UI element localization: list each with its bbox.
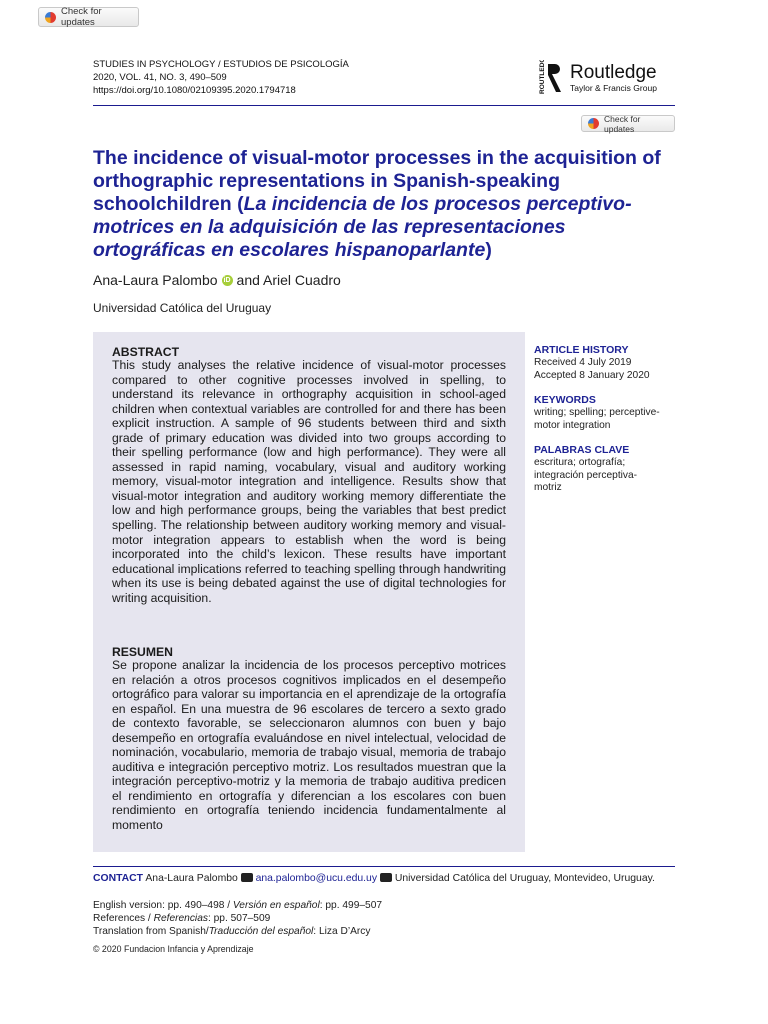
accepted-date: Accepted 8 January 2020 [534,369,650,381]
title-main: The incidence of visual-motor processes in the acquisition of orthographic representations in Spanish-speaking schoolchildren ( [93,147,661,215]
footer-rule [93,866,675,867]
article-history [534,344,684,382]
footnote-fragment: Translation from Spanish/ [93,925,209,937]
article-history-heading: ARTICLE HISTORY [534,344,629,356]
keywords-heading: KEYWORDS [534,394,596,406]
crossmark-icon [588,118,599,129]
journal-doi[interactable]: https://doi.org/10.1080/02109395.2020.1794718 [93,85,296,96]
contact-address: Universidad Católica del Uruguay, Montevideo, Uruguay. [394,873,655,884]
journal-volume: 2020, VOL. 41, NO. 3, 490–509 [93,72,227,83]
footnotes [93,900,382,939]
keywords [534,394,679,432]
routledge-mark-icon [538,60,564,96]
author-rest: and Ariel Cuadro [236,272,341,288]
copyright: © 2020 Fundacion Infancia y Aprendizaje [93,944,254,954]
affiliation: Universidad Católica del Uruguay [93,301,272,315]
english-version-note [93,900,382,913]
keywords-text: writing; spelling; perceptive-motor integration [534,407,660,431]
contact-name: Ana-Laura Palombo [145,873,238,884]
crossmark-icon [45,12,56,23]
received-date: Received 4 July 2019 [534,357,632,368]
journal-header [93,58,349,97]
abstract-heading: ABSTRACT [112,345,180,359]
title-italic: La incidencia de los procesos perceptivo-motrices en la adquisición de las representaciones ortográficas en escolares hispanoparlante [93,193,632,261]
palabras-clave [534,444,664,495]
abstract-text: This study analyses the relative incidence of visual-motor processes compared to other cognitive processes involved in spelling, to understand its relevance in orthography acquisition in school-aged children when contextual variables are controlled for and there has been explicit instruction. A sample of 96 students between third and sixth grade of primary education was divided into two groups according to their spelling performance (low and high performance). They were all assessed in rapid naming, vocabulary, visual and auditory working memory, visual-motor integration and intelligence. Results show that visual-motor integration and auditory working memory differentiate the low and high performance groups, being the variables that best predict spelling. The relationship between auditory working memory and visual-motor integration appears to establish when the word is being incorporated into the child’s lexicon. These results have important educational implications referred to teaching spelling through handwriting when its use is being debated against the use of digital technologies for writing acquisition. [112,358,506,605]
check-for-updates-button-right[interactable] [581,115,675,132]
footnote-fragment: : pp. 507–509 [207,912,271,924]
contact-block [93,872,675,885]
contact-label: CONTACT [93,873,144,884]
publisher-name: Routledge [570,62,657,83]
check-for-updates-label: Check for updates [604,113,641,134]
author-first: Ana-Laura Palombo [93,272,218,288]
routledge-mark-text: ROUTLEDGE [539,60,546,94]
address-icon [380,873,392,882]
footnote-fragment: References / [93,912,154,924]
email-icon [241,873,253,882]
publisher-sub: Taylor & Francis Group [570,83,657,93]
contact-email-link[interactable]: ana.palombo@ucu.edu.uy [255,873,378,884]
footnote-fragment: Traducción del español [208,925,314,937]
palabras-heading: PALABRAS CLAVE [534,444,630,456]
footnote-fragment: : pp. 499–507 [319,900,383,911]
article-title [93,147,683,262]
journal-name: STUDIES IN PSYCHOLOGY / ESTUDIOS DE PSICOLOGÍA [93,59,349,70]
orcid-icon[interactable]: iD [223,276,231,284]
footnote-fragment: : Liza D’Arcy [313,925,371,937]
abstract-box [93,332,525,852]
title-close: ) [485,239,492,261]
header-rule [93,105,675,106]
footnote-fragment: English version: pp. 490–498 / [93,900,233,911]
check-for-updates-label: Check for updates [61,6,102,28]
resumen-heading: RESUMEN [112,645,173,659]
resumen-text: Se propone analizar la incidencia de los procesos perceptivo motrices en relación a otros procesos cognitivos implicados en el desempeño ortográfico para valorar su importancia en el aprendizaje de la ortografía en español. En una muestra de 96 escolares de tercero a sexto grado de contexto favorable, se seleccionaron alumnos con buen y bajo desempeño en ortografía evaluándose en nivel intelectual, velocidad de nominación, vocabulario, memoria de trabajo visual, memoria de trabajo auditiva e integración perceptivo motriz. Los resultados muestran que la integración perceptivo-motriz y la memoria de trabajo auditiva predicen el rendimiento en ortografía y diferencian a los escolares con buen rendimiento en ortografía teniendo incidencia fundamentalmente al momento [112,658,506,833]
palabras-text: escritura; ortografía; integración perceptiva-motriz [534,457,638,493]
footnote-fragment: Versión en español [232,900,320,911]
check-for-updates-button[interactable] [38,7,139,27]
footnote-fragment: Referencias [153,912,208,924]
translation-note [93,926,382,939]
publisher-logo [538,60,657,96]
references-note [93,913,382,926]
authors [93,272,341,288]
